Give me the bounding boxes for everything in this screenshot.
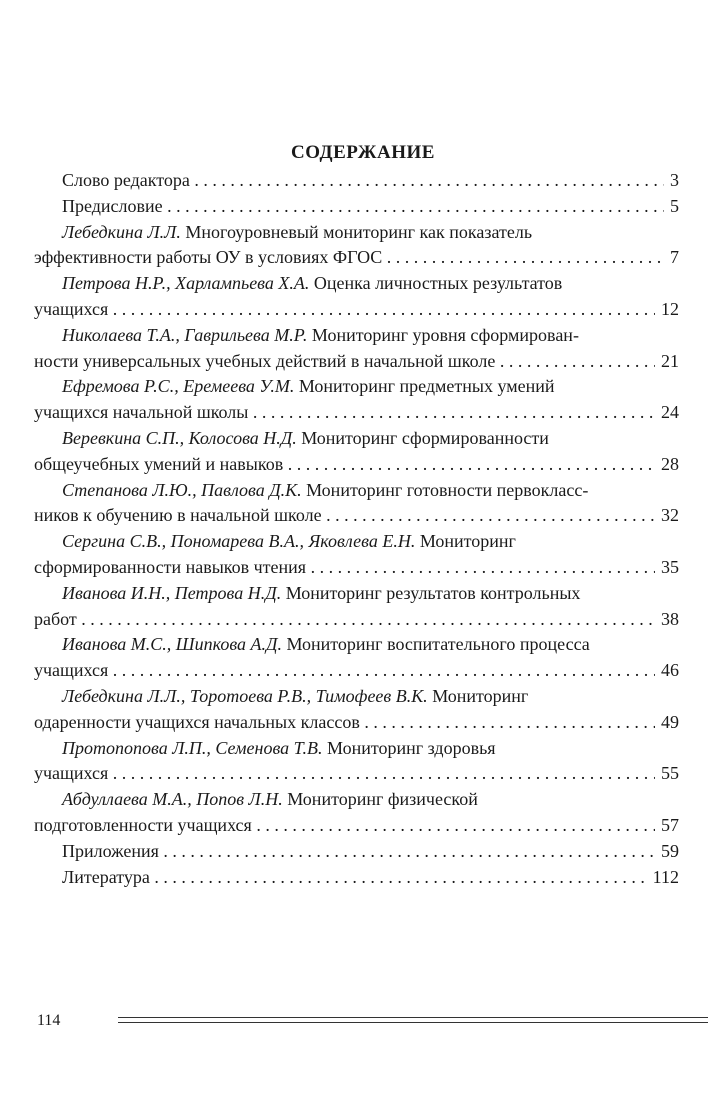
toc-entry — [34, 271, 679, 323]
toc-authors: Протопопова Л.П., Семенова Т.В. — [62, 737, 328, 758]
toc-entry — [34, 736, 679, 788]
toc-page-number: 7 — [664, 245, 679, 271]
toc-text: Многоуровневый мониторинг как показатель — [185, 221, 533, 242]
toc-line — [34, 245, 679, 271]
toc-line — [34, 581, 679, 607]
toc-line — [34, 813, 679, 839]
toc-text: Мониторинг — [419, 531, 516, 552]
toc-page-number: 59 — [655, 839, 679, 865]
toc-text: Литература — [62, 866, 150, 887]
toc-authors: Сергина С.В., Пономарева В.А., Яковлева Е.Н. — [62, 531, 420, 552]
toc-page-number: 24 — [655, 400, 679, 426]
toc-text: общеучебных умений и навыков — [34, 453, 284, 474]
toc-page-number: 5 — [664, 194, 679, 220]
toc-line — [34, 658, 679, 684]
toc-text: эффективности работы ОУ в условиях ФГОС — [34, 247, 383, 268]
toc-text: Мониторинг предметных умений — [298, 376, 555, 397]
toc-line — [34, 865, 679, 891]
toc-line — [34, 736, 679, 762]
toc-line — [34, 168, 679, 194]
toc-authors: Лебедкина Л.Л. — [62, 221, 186, 242]
toc-page-number: 49 — [655, 710, 679, 736]
table-of-contents — [34, 168, 679, 890]
footer-double-rule — [118, 1017, 708, 1023]
toc-entry — [34, 581, 679, 633]
toc-authors: Лебедкина Л.Л., Торотоева Р.В., Тимофеев В.К. — [62, 685, 433, 706]
toc-entry — [34, 478, 679, 530]
toc-entry — [34, 684, 679, 736]
toc-entry — [34, 323, 679, 375]
toc-page-number: 35 — [655, 555, 679, 581]
toc-line — [34, 632, 679, 658]
toc-entry — [34, 839, 679, 865]
toc-text: ников к обучению в начальной школе — [34, 505, 322, 526]
toc-line — [34, 839, 679, 865]
toc-entry — [34, 787, 679, 839]
toc-page-number: 46 — [655, 658, 679, 684]
toc-line — [34, 684, 679, 710]
toc-text: Оценка личностных результатов — [313, 273, 563, 294]
toc-line — [34, 529, 679, 555]
toc-text: Приложения — [62, 840, 159, 861]
toc-authors: Петрова Н.Р., Харлампьева Х.А. — [62, 273, 314, 294]
toc-text: учащихся — [34, 298, 109, 319]
toc-text: Слово редактора — [62, 170, 190, 190]
toc-authors: Иванова М.С., Шипкова А.Д. — [62, 634, 287, 655]
toc-page-number: 28 — [655, 452, 679, 478]
toc-entry — [34, 632, 679, 684]
toc-line — [34, 452, 679, 478]
toc-page-number: 21 — [655, 349, 679, 375]
toc-line — [34, 761, 679, 787]
toc-line — [34, 297, 679, 323]
toc-entry — [34, 220, 679, 272]
toc-text: учащихся начальной школы — [34, 402, 249, 423]
toc-page-number: 57 — [655, 813, 679, 839]
toc-text: работ — [34, 608, 77, 629]
toc-text: Мониторинг готовности первокласс- — [306, 479, 589, 500]
toc-text: подготовленности учащихся — [34, 814, 252, 835]
toc-entry — [34, 168, 679, 194]
toc-entry — [34, 426, 679, 478]
toc-text: Мониторинг — [432, 685, 529, 706]
toc-title: СОДЕРЖАНИЕ — [291, 142, 435, 163]
toc-text: Мониторинг воспитательного процесса — [286, 634, 590, 655]
toc-authors: Степанова Л.Ю., Павлова Д.К. — [62, 479, 307, 500]
toc-line — [34, 555, 679, 581]
toc-text: Мониторинг здоровья — [327, 737, 496, 758]
toc-authors: Веревкина С.П., Колосова Н.Д. — [62, 427, 302, 448]
toc-page-number: 3 — [664, 168, 679, 194]
page-number: 114 — [37, 1012, 61, 1029]
toc-text: сформированности навыков чтения — [34, 556, 307, 577]
toc-line — [34, 374, 679, 400]
toc-text: одаренности учащихся начальных классов — [34, 711, 360, 732]
toc-page-number: 38 — [655, 607, 679, 633]
toc-text: учащихся — [34, 763, 109, 784]
toc-page-number: 55 — [655, 761, 679, 787]
toc-line — [34, 787, 679, 813]
toc-line — [34, 349, 679, 375]
toc-text: Мониторинг уровня сформирован- — [311, 324, 579, 345]
toc-text: Предисловие — [62, 195, 163, 216]
toc-line — [34, 426, 679, 452]
toc-entry — [34, 529, 679, 581]
toc-text: учащихся — [34, 660, 109, 681]
toc-text: Мониторинг результатов контрольных — [285, 582, 581, 603]
toc-page-number: 32 — [655, 503, 679, 529]
toc-line — [34, 607, 679, 633]
toc-entry — [34, 865, 679, 891]
toc-line — [34, 478, 679, 504]
toc-line — [34, 220, 679, 246]
toc-line — [34, 194, 679, 220]
toc-authors: Николаева Т.А., Гаврильева М.Р. — [62, 324, 312, 345]
toc-authors: Ефремова Р.С., Еремеева У.М. — [62, 376, 299, 397]
toc-text: Мониторинг сформированности — [301, 427, 549, 448]
toc-authors: Абдуллаева М.А., Попов Л.Н. — [62, 789, 288, 810]
toc-line — [34, 503, 679, 529]
toc-page-number: 112 — [647, 865, 679, 891]
toc-entry — [34, 194, 679, 220]
toc-text: ности универсальных учебных действий в начальной школе — [34, 350, 496, 371]
toc-entry — [34, 374, 679, 426]
toc-text: Мониторинг физической — [287, 789, 478, 810]
toc-authors: Иванова И.Н., Петрова Н.Д. — [62, 582, 286, 603]
toc-line — [34, 400, 679, 426]
toc-page-number: 12 — [655, 297, 679, 323]
toc-line — [34, 323, 679, 349]
toc-line — [34, 710, 679, 736]
toc-line — [34, 271, 679, 297]
